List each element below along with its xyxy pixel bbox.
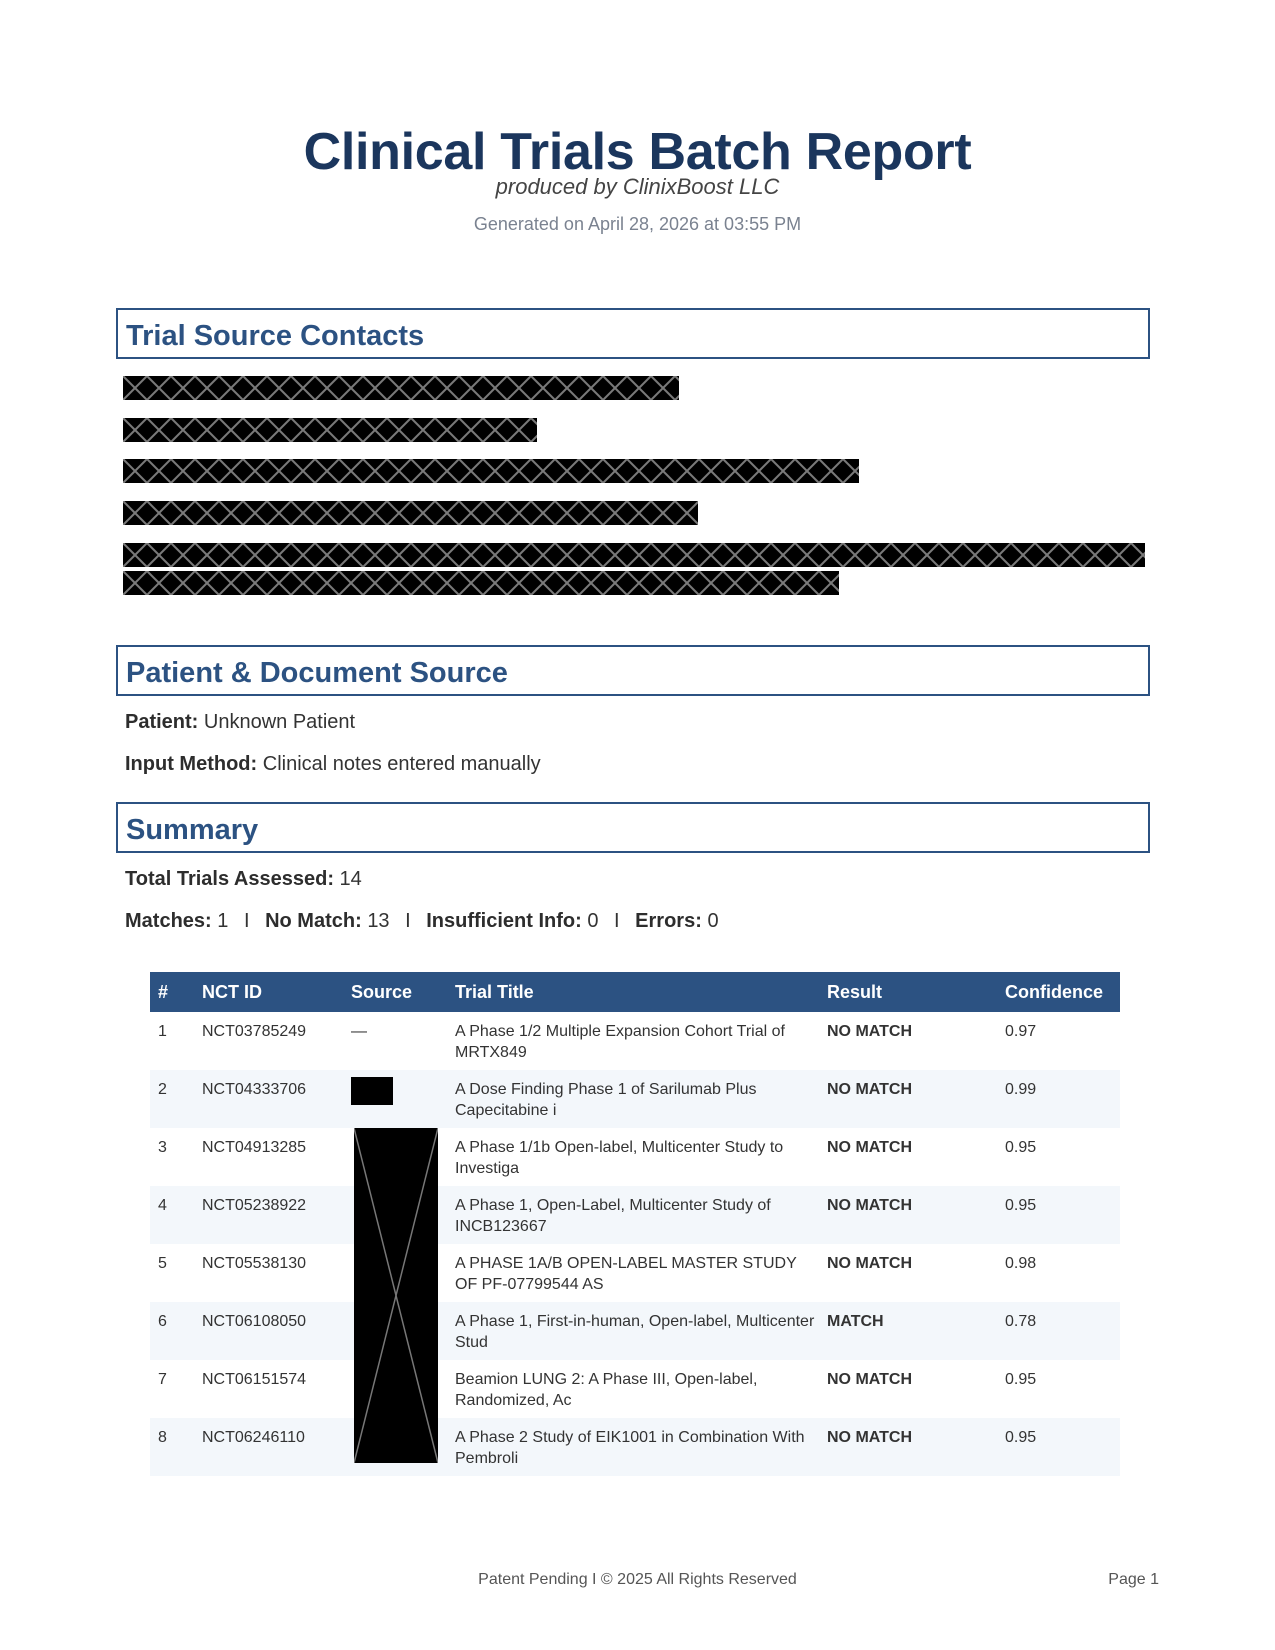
confidence-value: 0.95 [1005, 1139, 1037, 1156]
column-header-trial-title: Trial Title [447, 972, 819, 1012]
nct-id-link[interactable]: NCT03785249 [202, 1023, 307, 1040]
input-method-value: Clinical notes entered manually [262, 753, 541, 775]
redacted-block [123, 501, 698, 525]
matches-value: 1 [217, 910, 229, 932]
trial-title: A PHASE 1A/B OPEN-LABEL MASTER STUDY OF PF-07799544 AS [455, 1255, 797, 1293]
footer-text: Patent Pending I © 2025 All Rights Reserved [478, 1571, 797, 1588]
page-number: Page 1 [1108, 1571, 1159, 1588]
matches-label: Matches: [125, 910, 212, 932]
result-badge: MATCH [819, 1302, 997, 1360]
nct-id-link[interactable]: NCT06151574 [202, 1371, 307, 1388]
trial-title: A Phase 1/2 Multiple Expansion Cohort Trial of MRTX849 [455, 1023, 785, 1061]
table-header-row [150, 972, 1120, 1012]
redacted-block [123, 571, 839, 595]
row-number: 1 [158, 1023, 167, 1040]
row-number: 6 [150, 1302, 194, 1360]
nct-id-link[interactable]: NCT04913285 [202, 1139, 307, 1156]
nct-id-link[interactable]: NCT05538130 [202, 1255, 307, 1272]
source-cell [343, 1070, 447, 1128]
trial-title: A Dose Finding Phase 1 of Sarilumab Plus Capecitabine i [447, 1070, 819, 1128]
patient-label: Patient: [125, 711, 199, 733]
row-number: 3 [158, 1139, 167, 1156]
result-badge: NO MATCH [827, 1139, 913, 1156]
confidence-value: 0.95 [1005, 1371, 1037, 1388]
trial-title: A Phase 2 Study of EIK1001 in Combination With Pembroli [447, 1418, 819, 1476]
row-number: 4 [150, 1186, 194, 1244]
patient-section-header [116, 645, 1150, 696]
column-header-num: # [150, 972, 194, 1012]
column-header-result: Result [819, 972, 997, 1012]
column-header-confidence: Confidence [997, 972, 1120, 1012]
input-method-label: Input Method: [125, 753, 258, 775]
redacted-source-image [351, 1077, 393, 1105]
result-badge: NO MATCH [819, 1418, 997, 1476]
summary-heading: Summary [126, 814, 259, 846]
generated-timestamp: Generated on April 28, 2026 at 03:55 PM [473, 214, 802, 234]
confidence-value: 0.78 [997, 1302, 1120, 1360]
result-counts-row [125, 909, 719, 933]
patient-value: Unknown Patient [203, 711, 356, 733]
patient-row [125, 710, 355, 734]
nomatch-value: 13 [367, 910, 390, 932]
trial-title: Beamion LUNG 2: A Phase III, Open-label, Randomized, Ac [455, 1371, 758, 1409]
row-number: 7 [158, 1371, 167, 1388]
confidence-value: 0.98 [1005, 1255, 1037, 1272]
input-method-row [125, 752, 541, 776]
errors-value: 0 [707, 910, 719, 932]
confidence-value: 0.95 [997, 1186, 1120, 1244]
trials-table [150, 972, 1120, 1476]
separator: I [614, 910, 620, 932]
result-badge: NO MATCH [827, 1371, 913, 1388]
errors-label: Errors: [635, 910, 702, 932]
table-row [150, 1244, 1120, 1302]
confidence-value: 0.97 [1005, 1023, 1037, 1040]
result-badge: NO MATCH [827, 1023, 913, 1040]
nct-id-link[interactable]: NCT05238922 [194, 1186, 343, 1244]
insufficient-label: Insufficient Info: [426, 910, 582, 932]
result-badge: NO MATCH [819, 1186, 997, 1244]
row-number: 8 [150, 1418, 194, 1476]
total-trials-row [125, 867, 362, 891]
column-header-nct-id: NCT ID [194, 972, 343, 1012]
source-cell: — [351, 1023, 367, 1040]
trial-title: A Phase 1, Open-Label, Multicenter Study of INCB123667 [447, 1186, 819, 1244]
redacted-source-image [354, 1128, 438, 1463]
nct-id-link[interactable]: NCT04333706 [194, 1070, 343, 1128]
contacts-section-header [116, 308, 1150, 359]
report-subtitle: produced by ClinixBoost LLC [495, 174, 780, 199]
contacts-heading: Trial Source Contacts [126, 320, 425, 352]
summary-section-header [116, 802, 1150, 853]
result-badge: NO MATCH [819, 1070, 997, 1128]
patient-heading: Patient & Document Source [126, 657, 508, 689]
column-header-source: Source [343, 972, 447, 1012]
redacted-block [123, 459, 859, 483]
table-row [150, 1302, 1120, 1360]
nct-id-link[interactable]: NCT06246110 [194, 1418, 343, 1476]
nomatch-label: No Match: [265, 910, 362, 932]
confidence-value: 0.99 [997, 1070, 1120, 1128]
table-row [150, 1128, 1120, 1186]
insufficient-value: 0 [587, 910, 599, 932]
report-title: Clinical Trials Batch Report [303, 123, 972, 181]
redacted-block [123, 418, 537, 442]
confidence-value: 0.95 [997, 1418, 1120, 1476]
redacted-block [123, 376, 679, 400]
total-value: 14 [339, 868, 362, 890]
table-row [150, 1418, 1120, 1476]
total-label: Total Trials Assessed: [125, 868, 334, 890]
separator: I [405, 910, 411, 932]
result-badge: NO MATCH [827, 1255, 913, 1272]
row-number: 5 [158, 1255, 167, 1272]
nct-id-link[interactable]: NCT06108050 [194, 1302, 343, 1360]
redacted-block [123, 543, 1145, 567]
separator: I [243, 910, 250, 932]
table-row [150, 1186, 1120, 1244]
table-row [150, 1012, 1120, 1070]
table-row [150, 1070, 1120, 1128]
row-number: 2 [150, 1070, 194, 1128]
trial-title: A Phase 1/1b Open-label, Multicenter Study to Investiga [455, 1139, 784, 1177]
table-row [150, 1360, 1120, 1418]
trial-title: A Phase 1, First-in-human, Open-label, Multicenter Stud [447, 1302, 819, 1360]
